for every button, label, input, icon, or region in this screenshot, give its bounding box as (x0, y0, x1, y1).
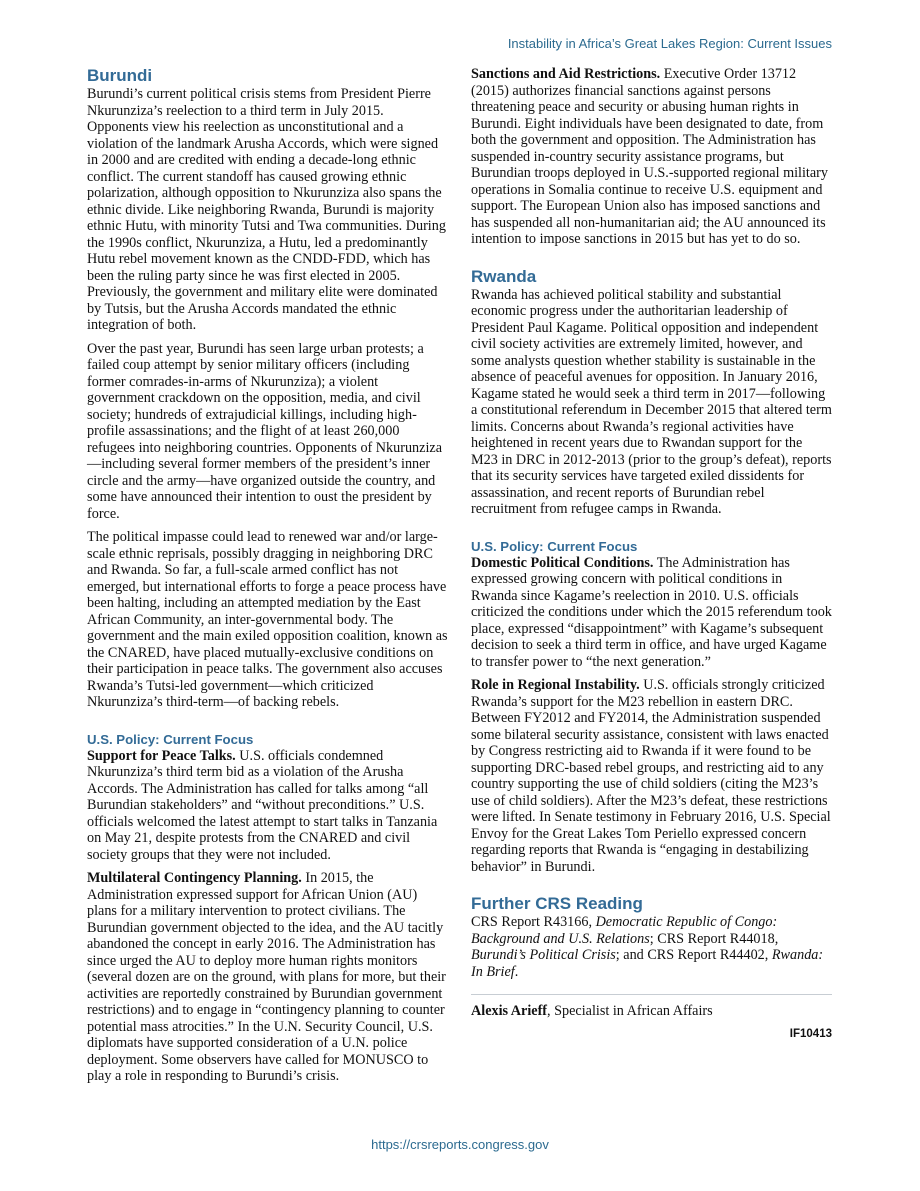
right-column (471, 66, 832, 1042)
regional-paragraph (471, 677, 832, 875)
sanctions-body: Executive Order 13712 (2015) authorizes financial sanctions against persons threatening peace and security or abusing human rights in Burundi. Eight individuals have been designated to date, from both the government and opposition. The Administration has suspended in-country security assistance programs, but Burundian troops deployed in U.S.-supported regional military operations in Somalia continue to receive U.S. equipment and support. The European Union also has imposed sanctions and has suspended all non-humanitarian aid; the AU announced its intention to impose sanctions in 2015 but has yet to do so. (471, 66, 828, 247)
domestic-paragraph (471, 555, 832, 671)
left-column (87, 66, 448, 1092)
rwanda-policy-heading: U.S. Policy: Current Focus (471, 538, 638, 554)
rwanda-paragraph-1: Rwanda has achieved political stability and substantial economic progress under the authoritarian leadership of President Paul Kagame. Political opposition and independent civil society activities are extremely limited, however, and some analysts question whether stability is sustainable in the absence of peaceful avenues for opposition. In January 2016, Kagame stated he would seek a third term in 2017—following a constitutional referendum in December 2015 that altered term limits. Concerns about Rwanda’s regional activities have heightened in recent years due to Rwandan support for the M23 in DRC in 2012-2013 (prior to the group’s defeat), reports that its security services have targeted exiled dissidents for assassination, and recent reports of Burundian rebel recruitment from refugee camps in Rwanda. (471, 286, 832, 517)
author-line (471, 1003, 832, 1020)
domestic-lead: Domestic Political Conditions. (471, 554, 654, 571)
report-title-drc: Democratic Republic of Congo: Background and U.S. Relations (471, 914, 778, 947)
further-text-3: ; and CRS Report R44402, (615, 947, 772, 963)
burundi-policy-heading: U.S. Policy: Current Focus (87, 731, 254, 747)
peace-talks-lead: Support for Peace Talks. (87, 747, 236, 764)
peace-talks-paragraph (87, 748, 448, 864)
burundi-paragraph-3: The political impasse could lead to renewed war and/or large-scale ethnic reprisals, possibly dragging in neighboring DRC and Rwanda. So far, a full-scale armed conflict has not emerged, but international efforts to forge a peace process have been halting, including an attempted mediation by the East African Community, an inter-governmental body. The government and the main exiled opposition coalition, known as the CNARED, have placed mutually-exclusive conditions on their participation in peace talks. The government also accuses Rwanda’s Tutsi-led government—which criticized Nkurunziza’s third-term—of backing rebels. (87, 529, 448, 710)
contingency-body: In 2015, the Administration expressed support for African Union (AU) plans for a military intervention to protect civilians. The Burundian government objected to the idea, and the AU tacitly abandoned the concept in early 2016. The Administration has since urged the AU to deploy more human rights monitors (several dozen are on the ground, with plans for more, but their activities are reportedly constrained by Burundian government restrictions) and to engage in “contingency planning to counter potential mass atrocities.” In the U.N. Security Council, U.S. diplomats have supported consideration of a U.N. police deployment. Some observers have called for MONUSCO to play a role in responding to Burundi’s crisis. (87, 870, 446, 1084)
further-text-1: CRS Report R43166, (471, 914, 596, 930)
domestic-body: The Administration has expressed growing concern with political conditions in Rwanda since Kagame’s reelection in 2010. U.S. officials criticized the conditions under which the 2015 referendum took place, expressed “disappointment” with Kagame’s subsequent decision to seek a third term in office, and have urged Kagame to transfer power to “the next generation.” (471, 554, 832, 670)
contingency-paragraph (87, 870, 448, 1085)
footer-url[interactable]: https://crsreports.congress.gov (371, 1137, 549, 1152)
author-divider (471, 994, 832, 995)
burundi-paragraph-1: Burundi’s current political crisis stems from President Pierre Nkurunziza’s reelection to a third term in July 2015. Opponents view his reelection as unconstitutional and a violation of the landmark Arusha Accords, which were signed in 2000 and are credited with ending a decade-long ethnic conflict. The current standoff has caused growing ethnic polarization, although opposition to Nkurunziza also spans the ethnic divide. Like neighboring Rwanda, Burundi is majority ethnic Hutu, with minority Tutsi and Twa communities. During the 1990s conflict, Nkurunziza, a Hutu, led a predominantly Hutu rebel movement known as the CNDD-FDD, which has been the ruling party since he was first elected in 2005. Previously, the government and military elite were dominated by Tutsis, but the Arusha Accords mandated the ethnic integration of both. (87, 86, 446, 333)
regional-body: U.S. officials strongly criticized Rwanda’s support for the M23 rebellion in eastern DRC. Between FY2012 and FY2014, the Administration suspended some bilateral security assistance, consistent with laws enacted by Congress restricting aid to Rwanda if it were found to be supporting DRC-based rebel groups, and restricting aid to any country supporting the use of child soldiers (citing the M23’s use of child soldiers). After the M23’s defeat, these restrictions were lifted. In Senate testimony in February 2016, U.S. Special Envoy for the Great Lakes Tom Periello expressed concern regarding reports that Rwanda is “engaging in destabilizing behavior” in Burundi. (471, 677, 831, 875)
running-title: Instability in Africa’s Great Lakes Region: Current Issues (507, 36, 832, 51)
author-name: Alexis Arieff (471, 1003, 548, 1019)
burundi-heading: Burundi (87, 66, 153, 85)
burundi-paragraph-2: Over the past year, Burundi has seen large urban protests; a failed coup attempt by senior military officers (including former comrades-in-arms of Nkurunziza); a violent government crackdown on the opposition, media, and civil society; hundreds of extrajudicial killings, including high-profile assassinations; and the flight of at least 260,000 refugees into neighboring countries. Opponents of Nkurunziza—including several former members of the president’s inner circle and the army—have organized outside the country, and some have announced their intention to oust the president by force. (87, 340, 442, 522)
report-code: IF10413 (789, 1027, 832, 1040)
report-title-rwanda: Rwanda: In Brief (471, 947, 824, 980)
further-text-4: . (514, 963, 519, 980)
further-text-2: ; CRS Report R44018, (649, 930, 779, 947)
further-reading-paragraph (471, 914, 832, 980)
peace-talks-body: U.S. officials condemned Nkurunziza’s third term bid as a violation of the Arusha Accords. The Administration has called for talks among “all Burundian stakeholders” and “without preconditions.” U.S. officials welcomed the latest attempt to start talks in Tanzania on May 21, despite protests from the CNARED and civil society groups that they were not included. (87, 747, 438, 863)
further-reading-heading: Further CRS Reading (471, 894, 643, 913)
sanctions-paragraph (471, 66, 832, 248)
rwanda-heading: Rwanda (471, 266, 537, 286)
contingency-lead: Multilateral Contingency Planning. (87, 870, 302, 886)
author-title: , Specialist in African Affairs (547, 1003, 713, 1019)
sanctions-lead: Sanctions and Aid Restrictions. (471, 66, 661, 82)
regional-lead: Role in Regional Instability. (471, 677, 640, 693)
report-title-burundi: Burundi’s Political Crisis (471, 947, 616, 963)
